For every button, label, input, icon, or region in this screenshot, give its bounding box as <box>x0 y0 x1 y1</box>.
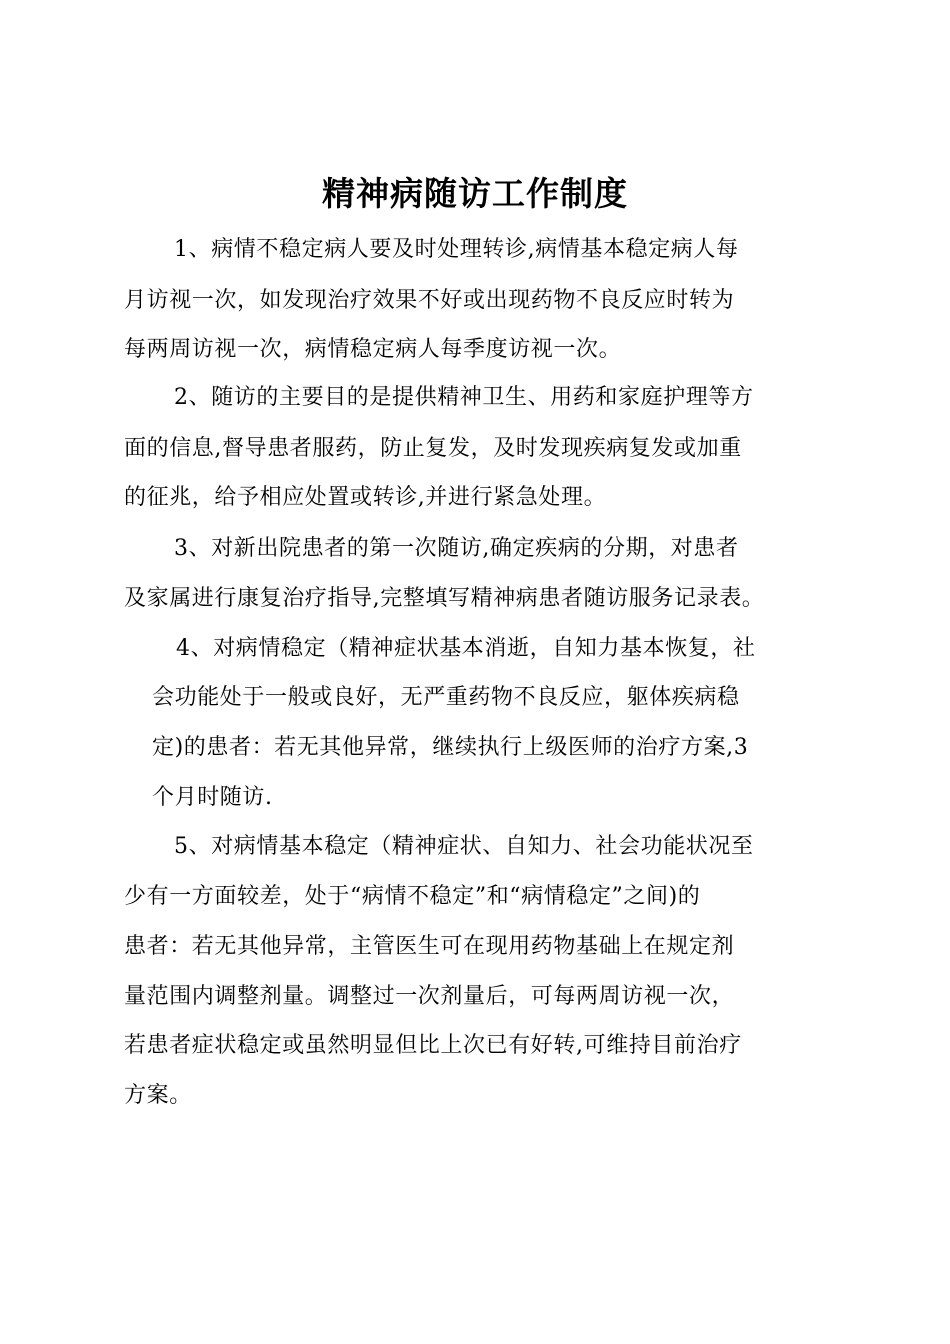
paragraph-5-line-2: 少有一方面较差，处于“病情不稳定”和“病情稳定”之间)的 <box>124 884 701 909</box>
paragraph-5-line-5: 若患者症状稳定或虽然明显但比上次已有好转,可维持目前治疗 <box>124 1033 742 1058</box>
paragraph-3-line-2: 及家属进行康复治疗指导,完整填写精神病患者随访服务记录表。 <box>124 586 765 611</box>
paragraph-1-line-3: 每两周访视一次，病情稳定病人每季度访视一次。 <box>124 337 622 362</box>
paragraph-5-line-1: 5、对病情基本稳定（精神症状、自知力、社会功能状况至 <box>174 834 754 859</box>
paragraph-3-line-1: 3、对新出院患者的第一次随访,确定疾病的分期，对患者 <box>174 536 739 561</box>
paragraph-4-line-1: 4、对病情稳定（精神症状基本消逝，自知力基本恢复，社 <box>176 636 756 661</box>
paragraph-5-line-4: 量范围内调整剂量。调整过一次剂量后，可每两周访视一次， <box>124 984 735 1009</box>
paragraph-1-line-2: 月访视一次，如发现治疗效果不好或出现药物不良反应时转为 <box>124 288 735 313</box>
paragraph-5-line-6: 方案。 <box>124 1083 192 1108</box>
paragraph-4-line-3: 定)的患者：若无其他异常，继续执行上级医师的治疗方案,3 <box>152 735 749 760</box>
paragraph-5-line-3: 患者：若无其他异常，主管医生可在现用药物基础上在规定剂 <box>124 934 735 959</box>
paragraph-1-line-1: 1、病情不稳定病人要及时处理转诊,病情基本稳定病人每 <box>174 237 739 262</box>
paragraph-2-line-2: 面的信息,督导患者服药，防止复发，及时发现疾病复发或加重 <box>124 436 742 461</box>
paragraph-4-line-4: 个月时随访. <box>152 785 273 810</box>
paragraph-2-line-1: 2、随访的主要目的是提供精神卫生、用药和家庭护理等方 <box>174 385 754 410</box>
paragraph-2-line-3: 的征兆，给予相应处置或转诊,并进行紧急处理。 <box>124 485 607 510</box>
document-title: 精神病随访工作制度 <box>322 174 628 213</box>
paragraph-4-line-2: 会功能处于一般或良好，无严重药物不良反应，躯体疾病稳 <box>152 685 740 710</box>
